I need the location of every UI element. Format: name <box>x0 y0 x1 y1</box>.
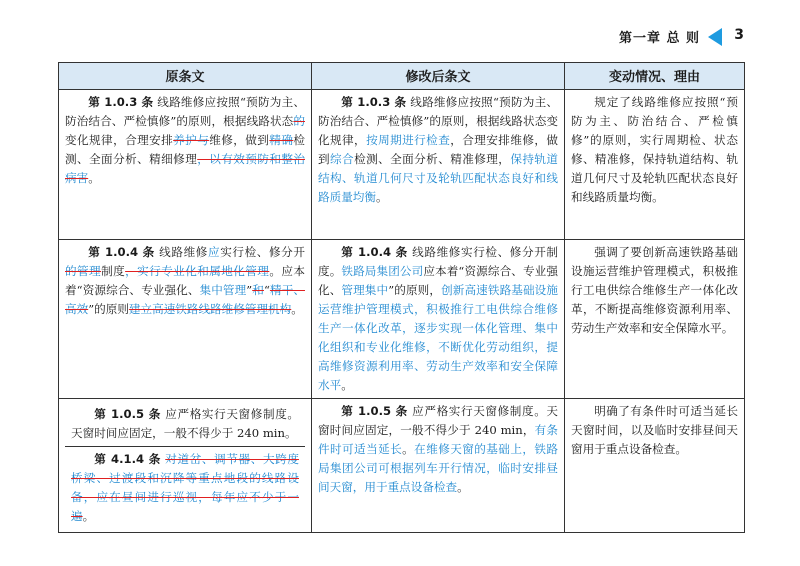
text-run: 应 <box>207 245 221 259</box>
text-run: 变化规律，合理安排 <box>65 133 174 147</box>
text-run: 检测、全面分析、精准修理， <box>354 152 511 166</box>
inserted-text: 在维修天窗的基础上，铁路局集团公司可根据列车开行情况，临时安排昼间天窗，用于重点设备检查 <box>318 442 558 494</box>
revised-text <box>318 93 558 207</box>
article-number: 第 1.0.5 条 <box>341 404 408 418</box>
text-run: ，合理安排维修，做到 <box>318 133 558 166</box>
page-number: 3 <box>734 27 744 43</box>
original-text <box>71 405 299 443</box>
deleted-text: 精干、高效 <box>65 283 305 316</box>
text-run: 维修，做到 <box>209 133 270 147</box>
page-arrow-icon <box>708 28 722 46</box>
text-run: 。应本着“资源综合、专业强化、 <box>65 264 305 297</box>
text-run: 线路维修实行检、修分开制度。 <box>318 245 558 278</box>
original-text <box>65 243 305 319</box>
text-run: ”的原则 <box>88 302 129 316</box>
deleted-text: 对道岔、调节器、大跨度桥梁、过渡段和沉降等重点地段的线路设备，应在昼间进行巡视，每年应不少于一遍 <box>71 452 299 523</box>
deleted-text: 的 <box>293 114 305 128</box>
deleted-text: ，实行专业化和属地化管理 <box>125 264 270 278</box>
revised-cell <box>312 90 565 240</box>
revised-cell <box>312 399 565 533</box>
header-reason: 变动情况、理由 <box>565 63 745 90</box>
original-cell <box>59 240 312 399</box>
original-part-a <box>65 402 305 446</box>
inserted-text: 管理集中 <box>341 283 389 297</box>
original-text <box>65 93 305 188</box>
text-run: 。 <box>457 480 469 494</box>
article-number: 第 1.0.3 条 <box>88 95 154 109</box>
reason-text: 规定了线路维修应按照“预防为主、防治结合、严检慎修”的原则，实行周期检、状态修、精准修，保持轨道结构、轨道几何尺寸及轮轨匹配状态良好和线路质量均衡。 <box>571 95 738 204</box>
text-run: 制度 <box>101 264 126 278</box>
article-number: 第 4.1.4 条 <box>94 452 161 466</box>
text-run: 。 <box>82 509 95 523</box>
inserted-text: 保持轨道结构、轨道几何尺寸及轮轨匹配状态良好和线路质量均衡 <box>318 152 558 204</box>
reason-cell <box>565 399 745 533</box>
text-run: 实行检、修分开 <box>220 245 305 259</box>
header-original: 原条文 <box>59 63 312 90</box>
text-run: 。 <box>341 378 353 392</box>
reason-text: 强调了要创新高速铁路基础设施运营维护管理模式，积极推行工电供综合维修生产一体化改革，不断提高维修资源利用率、劳动生产效率和安全保障水平。 <box>571 245 738 335</box>
comparison-table <box>58 62 745 533</box>
deleted-text: 精确 <box>269 133 294 147</box>
text-run: 。 <box>88 171 100 185</box>
text-run: “ <box>263 283 270 297</box>
reason-cell <box>565 90 745 240</box>
deleted-text: ，以有效预防和整治病害 <box>65 152 305 185</box>
deleted-text: 养护与 <box>173 133 210 147</box>
inserted-text: 铁路局集团公司 <box>341 264 424 278</box>
reason-text: 明确了有条件时可适当延长天窗时间，以及临时安排昼间天窗用于重点设备检查。 <box>571 404 738 456</box>
text-run: ” <box>246 283 253 297</box>
revised-text <box>318 243 558 395</box>
chapter-title: 第一章 总 则 <box>618 31 700 46</box>
deleted-text: 建立高速铁路线路维修管理机构 <box>128 302 292 316</box>
inserted-text: 有条件时可适当延长 <box>318 423 558 456</box>
inserted-text: 创新高速铁路基础设施运营维护管理模式，积极推行工电供综合维修生产一体化改革，逐步实现一体化管理、集中化组织和专业化维修，不断优化劳动组织，提高维修资源利用率、劳动生产效率和安全保障水平 <box>318 283 558 392</box>
table-header-row <box>59 63 745 90</box>
inserted-text: 综合 <box>330 152 355 166</box>
inserted-text: 集中管理 <box>199 283 247 297</box>
article-number: 第 1.0.5 条 <box>94 407 161 421</box>
text-run: 检测、全面分析、精细修理 <box>65 133 305 166</box>
original-cell <box>59 399 312 533</box>
text-run: ”的原则， <box>388 283 442 297</box>
inserted-text: 按周期进行检查 <box>366 133 451 147</box>
article-number: 第 1.0.4 条 <box>88 245 155 259</box>
header-revised: 修改后条文 <box>312 63 565 90</box>
text-run: 。 <box>375 190 388 204</box>
table-row <box>59 240 745 399</box>
article-number: 第 1.0.4 条 <box>341 245 408 259</box>
original-cell <box>59 90 312 240</box>
text-run: 应严格实行天窗修制度。天窗时间应固定，一般不得少于 240 min， <box>318 404 558 437</box>
text-run: 线路维修应按照“预防为主、防治结合、严检慎修”的原则，根据线路状态变化规律， <box>318 95 558 147</box>
table-row <box>59 90 745 240</box>
revised-text <box>318 402 558 497</box>
text-run: 。 <box>402 442 415 456</box>
text-run: 应严格实行天窗修制度。天窗时间应固定，一般不得少于 240 min。 <box>71 407 299 440</box>
table-row <box>59 399 745 533</box>
text-run: 应本着“资源综合、专业强化、 <box>318 264 558 297</box>
text-run: 线路维修应按照“预防为主、防治结合、严检慎修”的原则，根据线路状态 <box>65 95 305 128</box>
deleted-text: 和 <box>252 283 264 297</box>
page-header <box>0 26 800 50</box>
original-text <box>71 450 299 526</box>
text-run: 线路维修 <box>154 245 208 259</box>
article-number: 第 1.0.3 条 <box>341 95 407 109</box>
revised-cell <box>312 240 565 399</box>
deleted-text: 的管理 <box>65 264 102 278</box>
reason-cell <box>565 240 745 399</box>
text-run: 。 <box>291 302 303 316</box>
original-part-b <box>65 446 305 529</box>
